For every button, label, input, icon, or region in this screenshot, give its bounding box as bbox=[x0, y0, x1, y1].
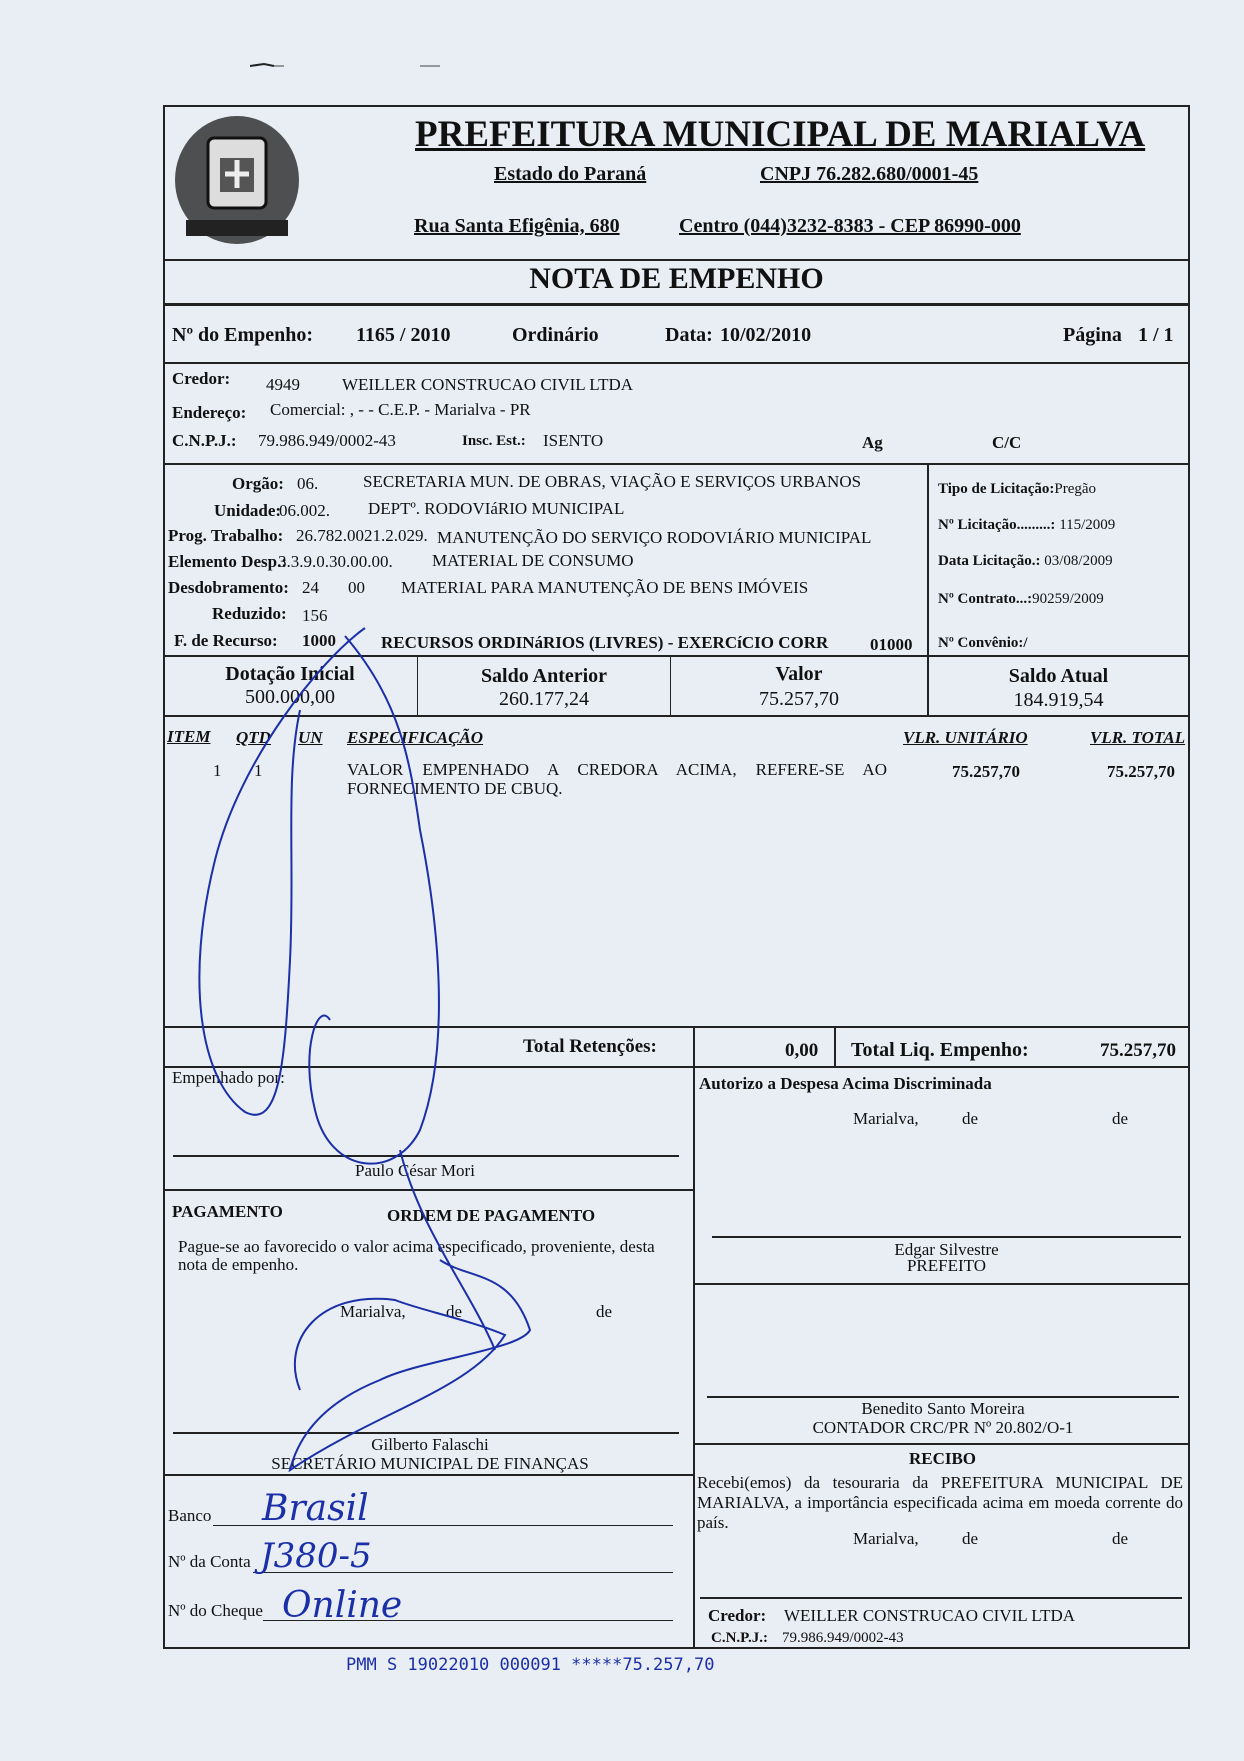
dotacao-inicial-label: Dotação Inicial bbox=[225, 663, 355, 685]
tipo-licitacao-label: Tipo de Licitação:Pregão bbox=[938, 481, 1097, 497]
contador-name: Benedito Santo Moreira bbox=[861, 1399, 1025, 1418]
desdob-b: 00 bbox=[348, 578, 365, 597]
recibo-credor: WEILLER CONSTRUCAO CIVIL LTDA bbox=[784, 1606, 1076, 1625]
municipality-title: PREFEITURA MUNICIPAL DE MARIALVA bbox=[415, 114, 1146, 155]
financas-title: SECRETÁRIO MUNICIPAL DE FINANÇAS bbox=[271, 1454, 589, 1473]
page-label: Página bbox=[1063, 324, 1122, 346]
empenhado-label: Empenhado por: bbox=[172, 1068, 285, 1087]
reduzido-label: Reduzido: bbox=[212, 604, 287, 623]
municipal-crest bbox=[168, 108, 306, 254]
valor-value: 75.257,70 bbox=[759, 688, 839, 710]
pagamento-de1: de bbox=[446, 1302, 463, 1321]
ordem-pagamento-label: ORDEM DE PAGAMENTO bbox=[387, 1206, 596, 1225]
contrato-label: Nº Contrato...:90259/2009 bbox=[938, 591, 1104, 607]
address-street: Rua Santa Efigênia, 680 bbox=[414, 215, 620, 237]
pagamento-label: PAGAMENTO bbox=[172, 1202, 283, 1221]
orgao-code: 06. bbox=[297, 474, 319, 493]
recibo-cnpj-label: C.N.P.J.: bbox=[711, 1630, 768, 1646]
row-espec: VALOR EMPENHADO A CREDORA ACIMA, REFERE-SE AO FORNECIMENTO DE CBUQ. bbox=[347, 760, 887, 798]
recurso-code: 1000 bbox=[302, 631, 336, 650]
creditor-name: WEILLER CONSTRUCAO CIVIL LTDA bbox=[342, 375, 634, 394]
autorizo-label: Autorizo a Despesa Acima Discriminada bbox=[699, 1074, 992, 1093]
insc-label: Insc. Est.: bbox=[462, 433, 526, 449]
convenio-label: Nº Convênio:/ bbox=[938, 635, 1028, 651]
pagamento-de2: de bbox=[596, 1302, 613, 1321]
col-un: UN bbox=[298, 728, 323, 747]
recibo-de1: de bbox=[962, 1529, 979, 1548]
col-espec: ESPECIFICAÇÃO bbox=[347, 728, 484, 747]
row-total: 75.257,70 bbox=[1107, 762, 1175, 781]
data-licitacao-label: Data Licitação.: 03/08/2009 bbox=[938, 553, 1113, 569]
saldo-anterior-label: Saldo Anterior bbox=[480, 665, 608, 687]
conta-label: Nº da Conta bbox=[168, 1552, 251, 1571]
cnpj-label: C.N.P.J.: bbox=[172, 431, 237, 450]
empenho-date: 10/02/2010 bbox=[720, 324, 812, 346]
valor-label: Valor bbox=[775, 663, 823, 685]
row-item: 1 bbox=[213, 761, 222, 780]
empenho-date-label: Data: bbox=[665, 324, 713, 346]
document-title: NOTA DE EMPENHO bbox=[529, 262, 824, 295]
empenho-number: 1165 / 2010 bbox=[356, 324, 451, 346]
orgao-name: SECRETARIA MUN. DE OBRAS, VIAÇÃO E SERVIÇOS URBANOS bbox=[363, 472, 862, 491]
recibo-city: Marialva, bbox=[853, 1529, 919, 1548]
cheque-handwritten: Online bbox=[282, 1585, 403, 1626]
agency-label: Ag bbox=[862, 433, 883, 452]
recurso-label: F. de Recurso: bbox=[174, 631, 278, 650]
banco-handwritten: Brasil bbox=[262, 1488, 369, 1529]
pagamento-text: Pague-se ao favorecido o valor acima especificado, proveniente, desta nota de empenho. bbox=[178, 1237, 655, 1274]
row-unit: 75.257,70 bbox=[952, 762, 1020, 781]
recibo-label: RECIBO bbox=[908, 1449, 977, 1468]
desdob-label: Desdobramento: bbox=[168, 578, 289, 597]
total-retencoes-value: 0,00 bbox=[785, 1040, 819, 1061]
num-licitacao-label: Nº Licitação.........: 115/2009 bbox=[938, 517, 1116, 533]
financas-name: Gilberto Falaschi bbox=[371, 1435, 489, 1454]
elemento-name: MATERIAL DE CONSUMO bbox=[432, 551, 634, 570]
page-number: 1 / 1 bbox=[1138, 324, 1174, 346]
col-item: ITEM bbox=[167, 727, 211, 746]
state-name: Estado do Paraná bbox=[494, 163, 647, 185]
unidade-code: 06.002. bbox=[279, 501, 330, 520]
empenhado-name: Paulo César Mori bbox=[355, 1161, 475, 1180]
unidade-label: Unidade: bbox=[214, 501, 282, 520]
prog-name: MANUTENÇÃO DO SERVIÇO RODOVIÁRIO MUNICIPAL bbox=[437, 528, 872, 547]
prog-label: Prog. Trabalho: bbox=[168, 526, 284, 545]
conta-handwritten: J380-5 bbox=[260, 1536, 372, 1576]
saldo-atual-value: 184.919,54 bbox=[1013, 689, 1104, 711]
total-liq-value: 75.257,70 bbox=[1100, 1040, 1176, 1061]
recibo-text: Recebi(emos) da tesouraria da PREFEITURA MUNICIPAL DE MARIALVA, a importância especificada acima em moeda corrente do país. bbox=[697, 1473, 1183, 1532]
reduzido-value: 156 bbox=[302, 606, 328, 625]
address-contact: Centro (044)3232-8383 - CEP 86990-000 bbox=[679, 215, 1021, 237]
footer-stamp: PMM S 19022010 000091 *****75.257,70 bbox=[346, 1655, 715, 1675]
recibo-cnpj: 79.986.949/0002-43 bbox=[782, 1630, 904, 1646]
address-label: Endereço: bbox=[172, 403, 247, 422]
recurso-number: 01000 bbox=[870, 635, 913, 654]
cheque-label: Nº do Cheque bbox=[168, 1601, 263, 1620]
banco-label: Banco bbox=[168, 1506, 212, 1525]
recibo-de2: de bbox=[1112, 1529, 1129, 1548]
empenho-number-label: Nº do Empenho: bbox=[172, 324, 314, 346]
col-unit: VLR. UNITÁRIO bbox=[903, 728, 1028, 747]
autorizo-city: Marialva, bbox=[853, 1109, 919, 1128]
total-retencoes-label: Total Retenções: bbox=[523, 1036, 657, 1057]
recibo-credor-label: Credor: bbox=[708, 1606, 767, 1625]
creditor-label: Credor: bbox=[172, 369, 231, 388]
prog-code: 26.782.0021.2.029. bbox=[296, 526, 428, 545]
cnpj-header: CNPJ 76.282.680/0001-45 bbox=[760, 163, 979, 185]
prefeito-name: Edgar Silvestre bbox=[894, 1240, 999, 1259]
row-qtd: 1 bbox=[254, 761, 263, 780]
empenho-type: Ordinário bbox=[512, 324, 599, 346]
saldo-anterior-value: 260.177,24 bbox=[499, 688, 589, 710]
elemento-label: Elemento Desp.: bbox=[168, 552, 287, 571]
elemento-code: 3.3.9.0.30.00.00. bbox=[278, 552, 393, 571]
pagamento-city: Marialva, bbox=[340, 1302, 406, 1321]
insc-value: ISENTO bbox=[543, 431, 604, 450]
saldo-atual-label: Saldo Atual bbox=[1008, 665, 1109, 687]
orgao-label: Orgão: bbox=[232, 474, 284, 493]
autorizo-de1: de bbox=[962, 1109, 979, 1128]
desdob-a: 24 bbox=[302, 578, 319, 597]
creditor-cnpj: 79.986.949/0002-43 bbox=[258, 431, 396, 450]
account-label: C/C bbox=[992, 433, 1022, 452]
contador-title: CONTADOR CRC/PR Nº 20.802/O-1 bbox=[812, 1418, 1074, 1437]
desdob-name: MATERIAL PARA MANUTENÇÃO DE BENS IMÓVEIS bbox=[401, 578, 809, 597]
prefeito-title: PREFEITO bbox=[906, 1256, 987, 1275]
col-qtd: QTD bbox=[236, 728, 271, 747]
autorizo-de2: de bbox=[1112, 1109, 1129, 1128]
total-liq-label: Total Liq. Empenho: bbox=[851, 1039, 1029, 1061]
dotacao-inicial-value: 500.000,00 bbox=[245, 686, 335, 708]
creditor-address: Comercial: , - - C.E.P. - Marialva - PR bbox=[270, 400, 531, 419]
scan-marks bbox=[250, 58, 490, 74]
recurso-name: RECURSOS ORDINáRIOS (LIVRES) - EXERCíCIO CORR bbox=[381, 633, 829, 652]
creditor-code: 4949 bbox=[266, 375, 300, 394]
unidade-name: DEPTº. RODOVIáRIO MUNICIPAL bbox=[368, 499, 625, 518]
col-total: VLR. TOTAL bbox=[1090, 728, 1186, 747]
